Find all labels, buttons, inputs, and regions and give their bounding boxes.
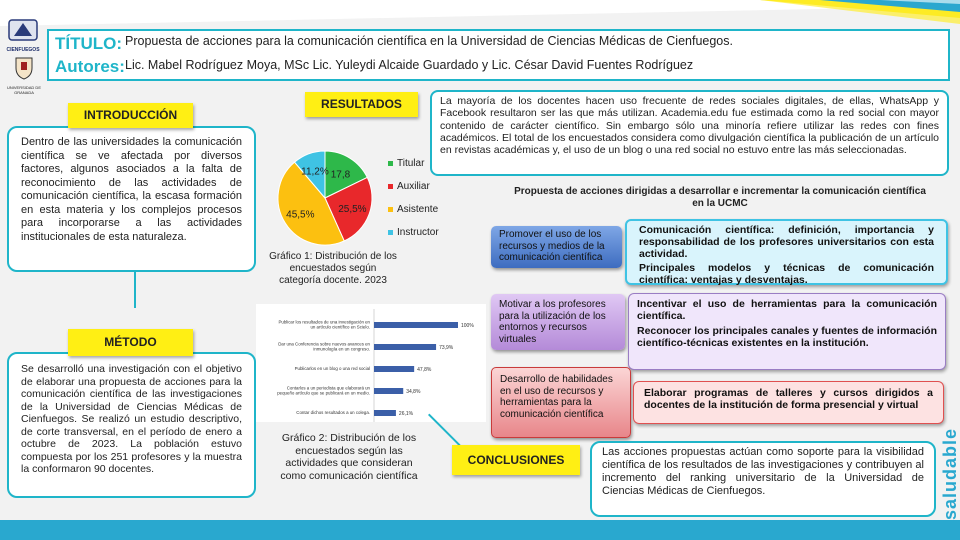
pie-caption: Gráfico 1: Distribución de los encuestados según categoría docente. 2023 [269, 251, 397, 286]
university-seal-icon [6, 16, 40, 42]
conclusion-box [590, 441, 936, 517]
logo-cienfuegos [3, 16, 43, 54]
logo-granada [5, 56, 43, 95]
bar-value-label-1: 100% [461, 323, 474, 329]
bar-category-label-4: Contarlos a un periodista que elaborará un pequeño artículo que se publicará en un medio. [277, 385, 370, 396]
bar-value-label-3: 47,8% [417, 367, 432, 373]
brand-text: saludable [940, 427, 960, 520]
proposal-title: Propuesta de acciones dirigidas a desarrollar e incrementar la comunicación científica en la UCMC [514, 186, 926, 209]
action-desc-box-3 [633, 381, 944, 424]
title-box [47, 29, 950, 81]
legend-swatch [388, 230, 393, 235]
bar-caption: Gráfico 2: Distribución de los encuestados según las actividades que consideran como comunicación científica [280, 432, 418, 482]
title-label: TÍTULO: [55, 34, 123, 53]
results-label: RESULTADOS [305, 92, 418, 117]
conclusion-label: CONCLUSIONES [452, 445, 580, 475]
bar-category-label-5: Contar dichos resultados a un colega. [296, 410, 370, 415]
action-box-1 [491, 226, 622, 268]
legend-label: Titular [397, 158, 425, 169]
action-box-3 [491, 367, 631, 438]
action-2-item-2: Reconocer los principales canales y fuentes de información científico-técnicas existentes en la institución. [637, 325, 937, 349]
results-text: La mayoría de los docentes hacen uso frecuente de redes sociales digitales, de ellas, WhatsApp y Facebook resultaron ser las que más utilizan. Academia.edu fue estimada como la red social con mayor contenido de carácter científico. Sin embargo sólo una minoría refiere utilizar las redes con fines académicos. El total de los encuestados considera como divulgación científica la publicación de un artículo en revistas académicas y, el uso de un blog o una red social no estuvo entre las más seleccionadas. [440, 95, 939, 157]
bar-value-label-5: 26,1% [398, 411, 414, 417]
top-banner [0, 0, 960, 30]
legend-label: Auxiliar [397, 181, 430, 192]
pie-legend [388, 152, 448, 244]
bar-value-label-4: 34,8% [406, 389, 421, 395]
results-box [430, 90, 949, 176]
legend-swatch [388, 184, 393, 189]
pie-legend-item-titular [388, 152, 448, 175]
bar-chart [256, 304, 486, 422]
pie-legend-item-asistente [388, 198, 448, 221]
action-1-label: Promover el uso de los recursos y medios de la comunicación científica [499, 229, 605, 263]
granada-crest-icon [13, 56, 35, 80]
intro-box [7, 126, 256, 272]
bar-1 [374, 322, 458, 328]
bar-chart-svg [256, 304, 486, 422]
bar-category-label-1: Publicar los resultados de una investigación en un artículo científico en Scielo. [278, 319, 370, 330]
action-3-label: Desarrollo de habilidades en el uso de recursos y herramientas para la comunicación científica [500, 374, 613, 420]
pie-chart [270, 140, 440, 255]
method-text: Se desarrolló una investigación con el objetivo de elaborar una propuesta de acciones para la comunicación científica de las investigaciones de la Universidad de Ciencias Médicas de Cienfuegos. Se realizó un estudio descriptivo, de corte transversal, en el período de enero a octubre de 2023. La población estuvo compuesta por los 251 profesores y la muestra la conformaron 90 docentes. [21, 363, 242, 475]
pie-label-auxiliar: 25,5% [338, 203, 367, 215]
action-1-item-1: Comunicación científica: definición, importancia y responsabilidad de los profesores universitarios con esta actividad. [639, 224, 934, 260]
action-desc-box-2 [628, 293, 946, 370]
bar-2 [374, 344, 436, 350]
bar-category-label-2: Dar una Conferencia sobre nuevos avances en inmunología en un congreso. [278, 341, 370, 352]
intro-connector [134, 268, 136, 308]
intro-text: Dentro de las universidades la comunicación científica se ve afectada por diversos factores, algunos asociados a la falta de reconocimiento de las actividades de comunicación científica, la escasa formación en esta materia y los complejos procesos para incorporarse a las actividades institucionales de esta naturaleza. [21, 136, 242, 243]
bottom-banner [0, 520, 960, 540]
pie-legend-item-instructor [388, 221, 448, 244]
brand-logo [940, 400, 960, 520]
legend-swatch [388, 161, 393, 166]
action-box-2 [491, 294, 625, 350]
action-1-item-2: Principales modelos y técnicas de comunicación científica: ventajas y desventajas. [639, 262, 934, 286]
bar-5 [374, 410, 396, 416]
pie-legend-item-auxiliar [388, 175, 448, 198]
method-label: MÉTODO [68, 329, 193, 356]
logo-cienfuegos-text: CIENFUEGOS [6, 47, 40, 53]
intro-label: INTRODUCCIÓN [68, 103, 193, 128]
logo-granada-text: UNIVERSIDAD DE GRANADA [6, 85, 41, 95]
bar-4 [374, 388, 403, 394]
bar-category-label-3: Publicarlos en un blog o una red social [294, 366, 370, 371]
pie-chart-svg [270, 140, 380, 255]
authors-label: Autores: [55, 57, 125, 76]
method-box [7, 352, 256, 498]
pie-label-instructor: 11,2% [301, 166, 329, 178]
action-desc-box-1 [625, 219, 948, 285]
legend-label: Asistente [397, 204, 439, 215]
conclusion-text: Las acciones propuestas actúan como soporte para la visibilidad científica de los resultados de las investigaciones y contribuyen al incremento del ranking universitario de la Universidad de Ciencias Médicas de Cienfuegos. [602, 446, 924, 497]
pie-label-asistente: 45,5% [286, 209, 315, 221]
bar-value-label-2: 73,9% [439, 345, 454, 351]
action-2-item-1: Incentivar el uso de herramientas para la comunicación científica. [637, 298, 937, 322]
poster-title: Propuesta de acciones para la comunicación científica en la Universidad de Ciencias Médicas de Cienfuegos. [125, 34, 733, 48]
pie-label-titular: 17,8 [330, 169, 351, 181]
legend-label: Instructor [397, 227, 439, 238]
legend-swatch [388, 207, 393, 212]
poster-authors: Lic. Mabel Rodríguez Moya, MSc Lic. Yuleydi Alcaide Guardado y Lic. César David Fuentes Rodríguez [125, 58, 694, 72]
action-2-label: Motivar a los profesores para la utilización de los entornos y recursos virtuales [499, 299, 606, 345]
action-3-item-1: Elaborar programas de talleres y cursos dirigidos a docentes de la institución de forma presencial y virtual [644, 387, 933, 411]
bar-3 [374, 366, 414, 372]
